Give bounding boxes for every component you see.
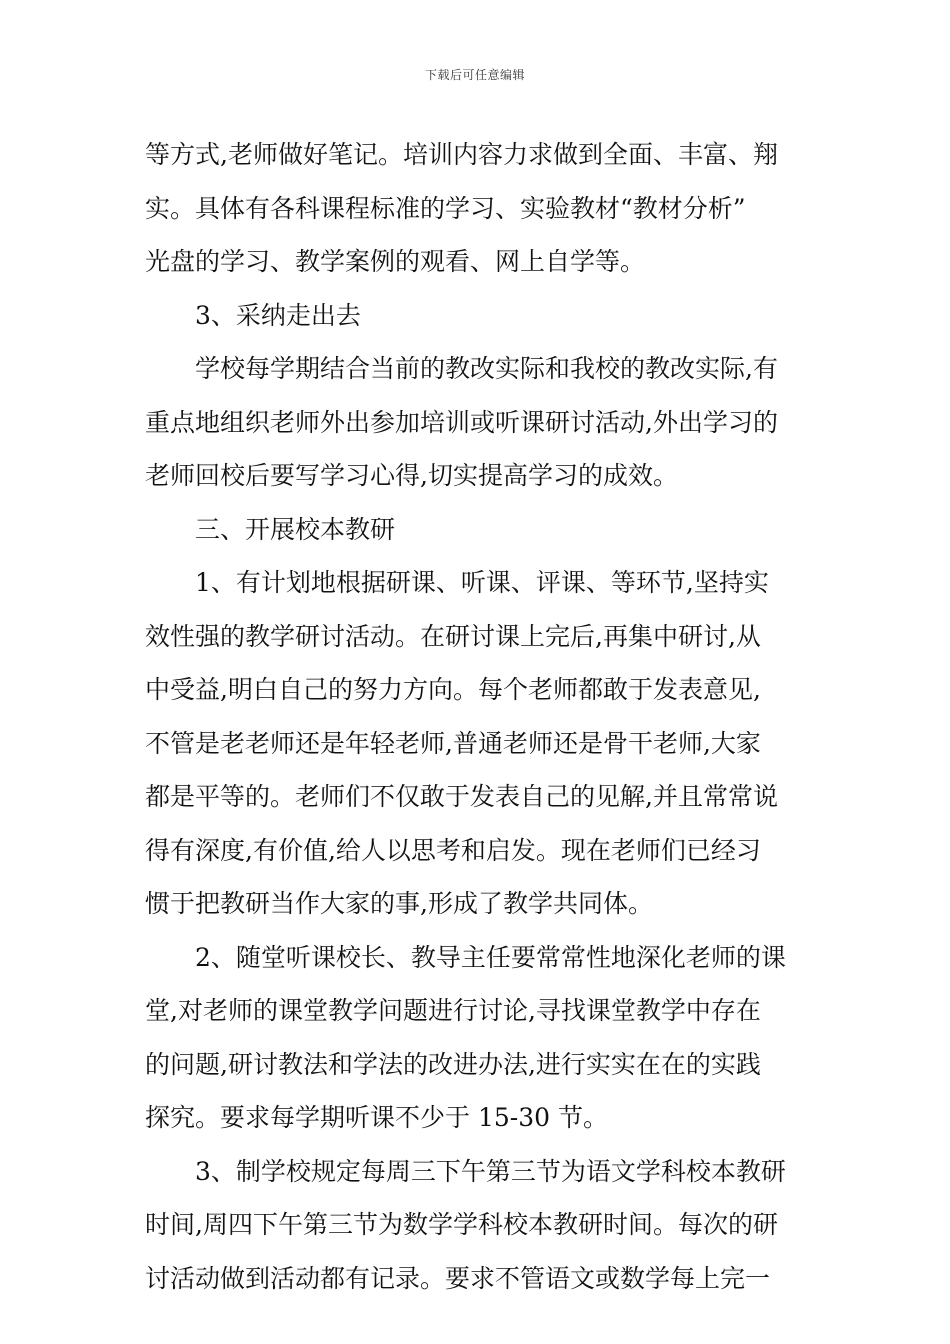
- text-line: 重点地组织老师外出参加培训或听课研讨活动,外出学习的: [145, 407, 778, 437]
- text-line: 探究。要求每学期听课不少于 15-30 节。: [145, 1103, 608, 1132]
- text-line: 惯于把教研当作大家的事,形成了教学共同体。: [145, 889, 653, 918]
- text-line: 讨活动做到活动都有记录。要求不管语文或数学每上完一: [145, 1263, 771, 1293]
- text-line: 等方式,老师做好笔记。培训内容力求做到全面、丰富、翔: [145, 140, 778, 169]
- text-line: 2、随堂听课校长、教导主任要常常性地深化老师的课: [195, 942, 786, 972]
- text-line: 学校每学期结合当前的教改实际和我校的教改实际,有: [195, 354, 778, 383]
- text-line: 1、有计划地根据研课、听课、评课、等环节,坚持实: [195, 568, 769, 597]
- text-line: 的问题,研讨教法和学法的改进办法,进行实实在在的实践: [145, 1049, 761, 1079]
- text-line: 不管是老老师还是年轻老师,普通老师还是骨干老师,大家: [145, 728, 761, 758]
- text-line: 效性强的教学研讨活动。在研讨课上完后,再集中研讨,从: [145, 621, 761, 651]
- text-line: 得有深度,有价值,给人以思考和启发。现在老师们已经习: [145, 835, 761, 865]
- text-line: 光盘的学习、教学案例的观看、网上自学等。: [145, 247, 646, 276]
- document-body: [145, 128, 810, 1305]
- text-line: 实。具体有各科课程标准的学习、实验教材“教材分析”: [145, 193, 746, 223]
- text-line: 都是平等的。老师们不仅敢于发表自己的见解,并且常常说: [145, 782, 778, 811]
- text-line: 3、采纳走出去: [195, 300, 361, 330]
- text-line: 3、制学校规定每周三下午第三节为语文学科校本教研: [195, 1156, 786, 1186]
- page-header-note: 下载后可任意编辑: [424, 68, 525, 82]
- text-line: 堂,对老师的课堂教学问题进行讨论,寻找课堂教学中存在: [145, 996, 761, 1025]
- text-line: 时间,周四下午第三节为数学学科校本教研时间。每次的研: [145, 1210, 778, 1239]
- text-line: 三、开展校本教研: [195, 514, 396, 544]
- text-line: 中受益,明白自己的努力方向。每个老师都敢于发表意见,: [145, 675, 761, 704]
- text-line: 老师回校后要写学习心得,切实提高学习的成效。: [145, 461, 678, 490]
